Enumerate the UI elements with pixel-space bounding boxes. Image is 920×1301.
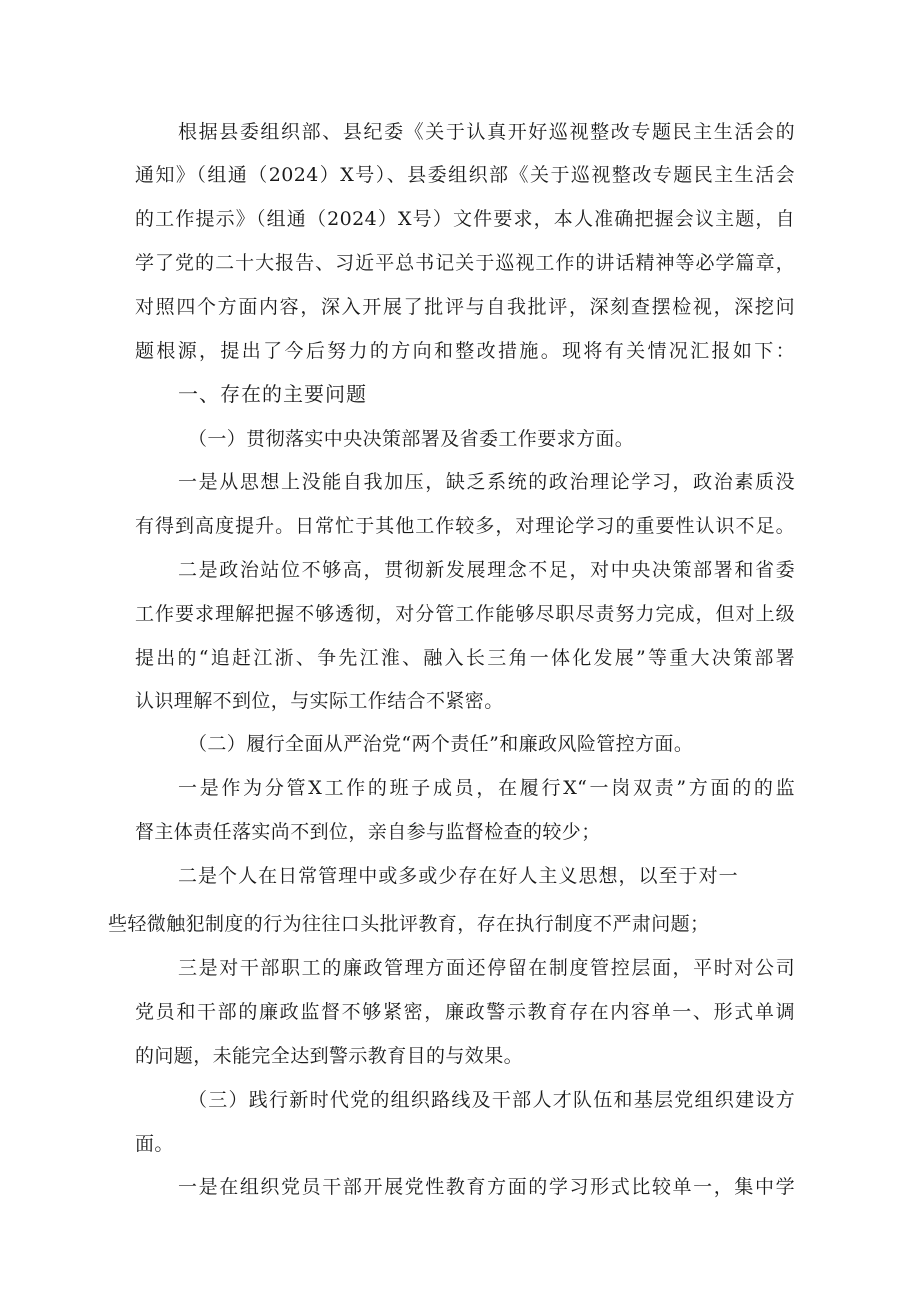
subsection-2-title: （二）履行全面从严治党“两个责任”和廉政风险管控方面。 (188, 733, 694, 755)
sub2-p1-line-2: 督主体责任落实尚不到位，亲自参与监督检查的较少； (135, 821, 601, 843)
sub1-p1-line-1: 一是从思想上没能自我加压，缺乏系统的政治理论学习，政治素质没 (178, 471, 795, 493)
subsection-1-title: （一）贯彻落实中央决策部署及省委工作要求方面。 (188, 428, 635, 450)
sub1-p2-line-3: 提出的“追赶江浙、争先江淮、融入长三角一体化发展”等重大决策部署 (135, 647, 795, 669)
intro-line-2: 通知》（组通（2024）X号）、县委组织部《关于巡视整改专题民主生活会 (135, 164, 795, 186)
intro-line-6: 题根源，提出了今后努力的方向和整改措施。现将有关情况汇报如下： (135, 340, 795, 362)
section-heading: 一、存在的主要问题 (178, 382, 367, 406)
sub1-p1-line-2: 有得到高度提升。日常忙于其他工作较多，对理论学习的重要性认识不足。 (135, 515, 795, 537)
subsection-3-title-line-2: 面。 (135, 1133, 174, 1155)
sub2-p3-line-1: 三是对干部职工的廉政管理方面还停留在制度管控层面，平时对公司 (178, 957, 795, 979)
intro-line-1: 根据县委组织部、县纪委《关于认真开好巡视整改专题民主生活会的 (178, 121, 795, 143)
sub2-p2-line-2: 些轻微触犯制度的行为往往口头批评教育，存在执行制度不严肃问题； (108, 913, 710, 935)
sub1-p2-line-4: 认识理解不到位，与实际工作结合不紧密。 (135, 690, 504, 712)
sub2-p3-line-3: 的问题，未能完全达到警示教育目的与效果。 (135, 1045, 524, 1067)
intro-line-4: 学了党的二十大报告、习近平总书记关于巡视工作的讲话精神等必学篇章， (135, 252, 795, 274)
intro-line-5: 对照四个方面内容，深入开展了批评与自我批评，深刻查摆检视，深挖问 (135, 296, 795, 318)
intro-line-3: 的工作提示》（组通（2024）X号）文件要求，本人准确把握会议主题，自 (135, 208, 795, 230)
sub1-p2-line-1: 二是政治站位不够高，贯彻新发展理念不足，对中央决策部署和省委 (178, 559, 795, 581)
sub2-p1-line-1: 一是作为分管X工作的班子成员，在履行X“一岗双责”方面的的监 (178, 777, 795, 799)
sub1-p2-line-2: 工作要求理解把握不够透彻，对分管工作能够尽职尽责努力完成，但对上级 (135, 603, 795, 625)
sub3-p1-line-1: 一是在组织党员干部开展党性教育方面的学习形式比较单一，集中学 (178, 1176, 795, 1198)
subsection-3-title-line-1: （三）践行新时代党的组织路线及干部人才队伍和基层党组织建设方 (188, 1089, 795, 1111)
sub2-p3-line-2: 党员和干部的廉政监督不够紧密，廉政警示教育存在内容单一、形式单调 (135, 1001, 795, 1023)
sub2-p2-line-1: 二是个人在日常管理中或多或少存在好人主义思想，以至于对一 (178, 865, 738, 887)
